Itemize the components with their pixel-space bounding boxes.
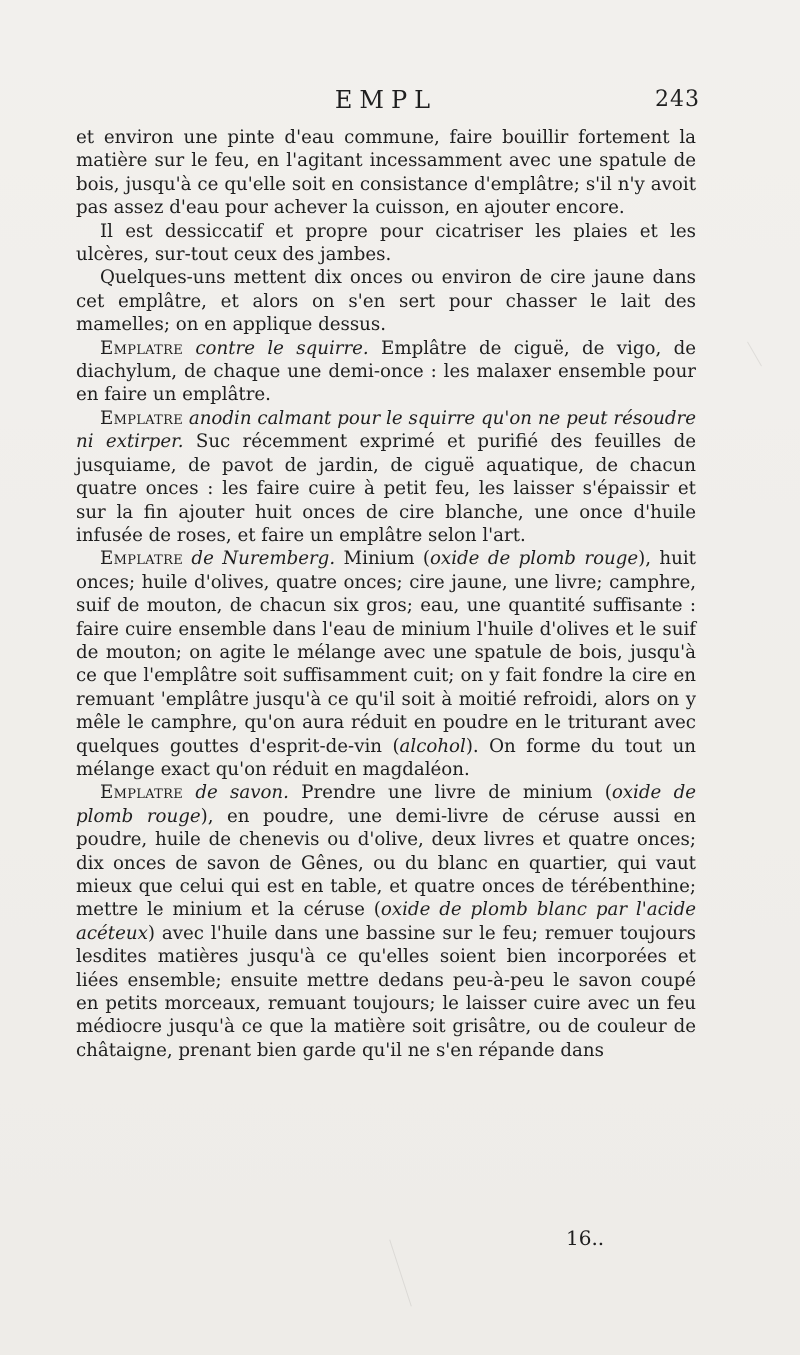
body-text — [76, 126, 696, 1062]
italic-term: alcohol — [399, 735, 466, 757]
text-run: ), huit onces; huile d'olives, quatre onces; cire jaune, une livre; camphre, suif de mouton, de chacun six gros; eau, une quantité suffisante : faire cuire ensemble dans l'eau de minium l'huile d'olives et le suif de mouton; on agite le mélange avec une spatule de bois, jusqu'à ce que l'emplâtre soit suffisamment cuit; on y fait fondre la cire en remuant 'emplâtre jusqu'à ce qu'il soit à moitié refroidi, alors on y mêle le camphre, qu'on aura réduit en poudre en le triturant avec quelques gouttes d'esprit-de-vin ( — [76, 548, 696, 757]
paragraph — [76, 547, 696, 781]
text-run — [183, 338, 195, 359]
text-run: Quelques-uns mettent dix onces ou environ de cire jaune dans cet emplâtre, et alors on s'en sert pour chasser le lait des mamelles; on en applique dessus. — [76, 267, 696, 336]
text-run — [183, 782, 195, 803]
italic-term: oxide de plomb blanc par l'acide acéteux — [76, 899, 696, 944]
italic-term: anodin calmant pour le squirre qu'on ne peut résoudre ni extirper. — [76, 407, 696, 453]
italic-term: de savon. — [195, 782, 289, 804]
catchword: 16.. — [566, 1226, 605, 1250]
paragraph — [76, 220, 696, 267]
italic-term: oxide de plomb rouge — [429, 548, 639, 570]
page-number: 243 — [655, 87, 700, 112]
italic-term: contre le squirre. — [195, 337, 369, 359]
text-run: et environ une pinte d'eau commune, faire bouillir fortement la matière sur le feu, en l'agitant incessamment avec une spatule de bois, jusqu'à ce qu'elle soit en consistance d'emplâtre; s'il n'y avoit pas assez d'eau pour achever la cuisson, en ajouter encore. — [76, 127, 696, 219]
text-run: ), en poudre, une demi-livre de céruse aussi en poudre, huile de chenevis ou d'olive, deux livres et quatre onces; dix onces de savon de Gênes, ou du blanc en quartier, qui vaut mieux que celui qui est en table, et quatre onces de térébenthine; mettre le minium et la céruse ( — [76, 805, 697, 921]
paragraph — [76, 781, 696, 1062]
scan-mark — [747, 342, 762, 367]
paragraph — [76, 266, 696, 336]
entry-heading: Emplatre — [100, 548, 183, 570]
text-run: Suc récemment exprimé et purifié des feuilles de jusquiame, de pavot de jardin, de ciguë aquatique, de chacun quatre onces : les faire cuire à petit feu, les laisser s'épaissir et sur la fin ajouter huit onces de cire blanche, une once d'huile infusée de roses, et faire un emplâtre selon l'art. — [76, 431, 696, 546]
paragraph — [76, 126, 696, 220]
paragraph — [76, 337, 696, 407]
page-header — [76, 86, 700, 114]
scan-mark — [389, 1240, 412, 1307]
italic-term: de Nuremberg. — [191, 548, 336, 570]
text-run: Emplâtre de ciguë, de vigo, de diachylum, de chaque une demi-once : les malaxer ensemble pour en faire un emplâtre. — [76, 337, 696, 406]
entry-heading: Emplatre — [100, 782, 183, 804]
running-head: EMPL — [334, 86, 438, 114]
text-run: Prendre une livre de minium ( — [288, 782, 612, 804]
text-run: Il est dessiccatif et propre pour cicatriser les plaies et les ulcères, sur-tout ceux des jambes. — [76, 220, 696, 266]
entry-heading: Emplatre — [100, 407, 183, 429]
text-run: ). On forme du tout un mélange exact qu'on réduit en magdaléon. — [76, 735, 696, 780]
text-run: ) avec l'huile dans une bassine sur le feu; remuer toujours lesdites matières jusqu'à ce qu'elles soient bien incorporées et liées ensemble; ensuite mettre dedans peu-à-peu le savon coupé en petits morceaux, remuant toujours; le laisser cuire avec un feu médiocre jusqu'à ce que la matière soit grisâtre, ou de couleur de châtaigne, prenant bien garde qu'il ne s'en répande dans — [76, 922, 696, 1061]
entry-heading: Emplatre — [100, 337, 183, 359]
italic-term: oxide de plomb rouge — [76, 782, 696, 827]
text-run: Minium ( — [335, 548, 430, 570]
paragraph — [76, 407, 696, 547]
